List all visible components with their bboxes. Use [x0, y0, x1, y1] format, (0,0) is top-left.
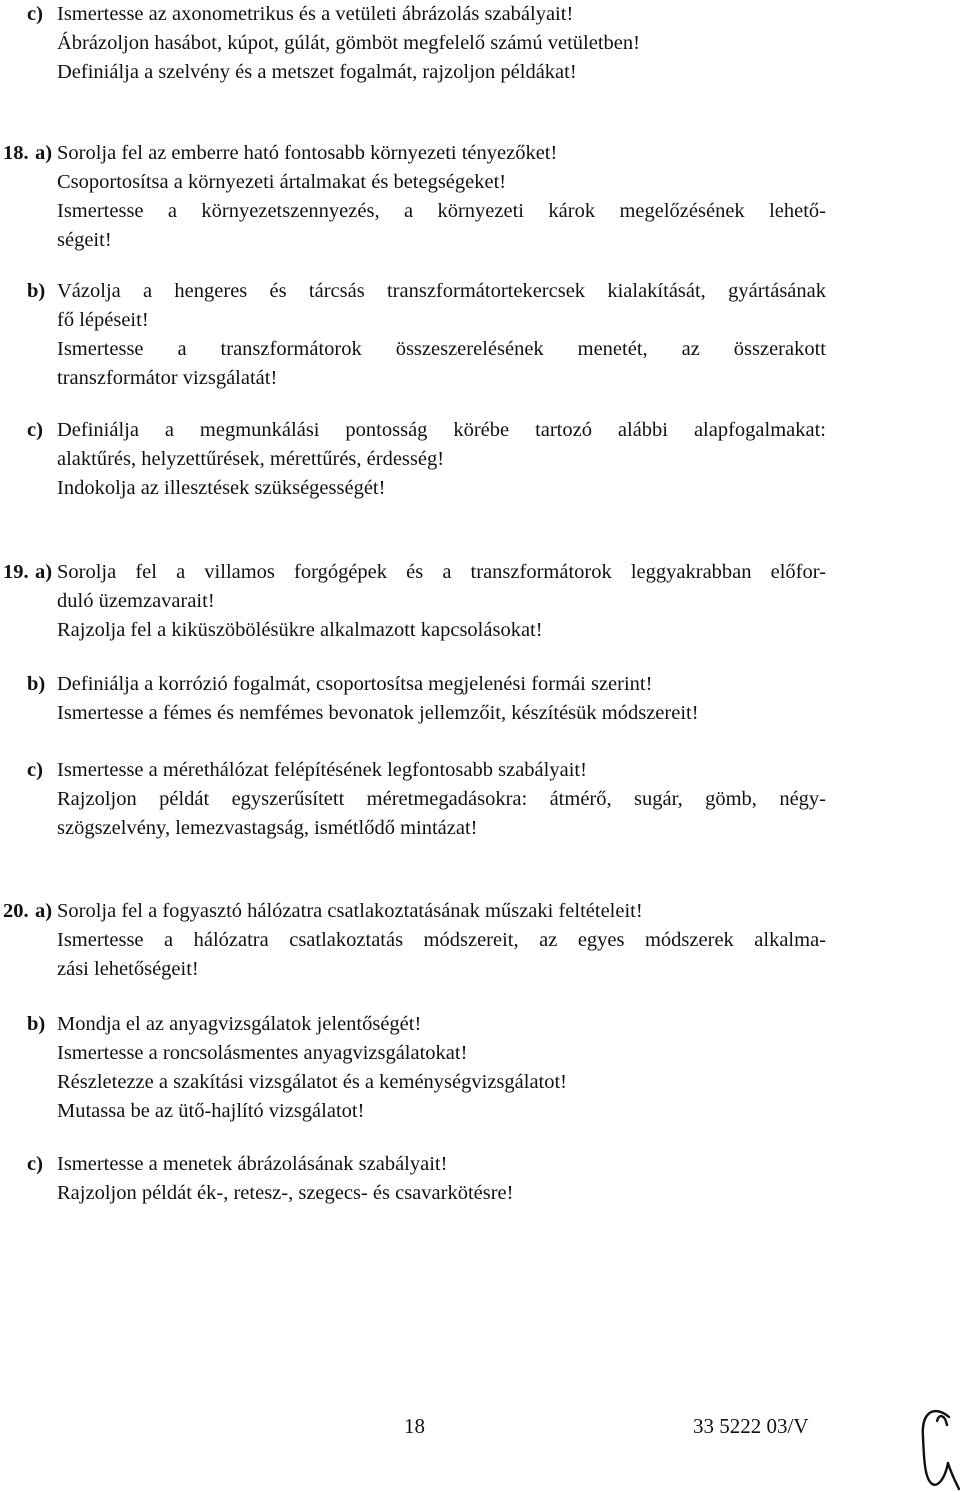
question-text-line: Sorolja fel az emberre ható fontosabb környezeti tényezőket!	[57, 142, 558, 164]
subquestion-label: c)	[27, 759, 43, 781]
question-text-line: Mutassa be az ütő-hajlító vizsgálatot!	[57, 1100, 365, 1122]
subquestion-label: b)	[27, 673, 46, 695]
handwritten-signature	[915, 1403, 960, 1492]
question-text-line: alaktűrés, helyzettűrések, mérettűrés, érdesség!	[57, 448, 445, 470]
question-text-line: Ismertesse a roncsolásmentes anyagvizsgálatokat!	[57, 1042, 468, 1064]
question-text-line: duló üzemzavarait!	[57, 590, 215, 612]
question-text-line: Ábrázoljon hasábot, kúpot, gúlát, gömböt megfelelő számú vetületben!	[57, 32, 640, 54]
subquestion-label: a)	[35, 900, 53, 922]
question-text-line: Ismertesse a menetek ábrázolásának szabályait!	[57, 1153, 448, 1175]
question-text-line: Sorolja fel a villamos forgógépek és a transzformátorok leggyakrabban előfor-	[57, 561, 826, 583]
question-text-line: zási lehetőségeit!	[57, 958, 199, 980]
page-number: 18	[404, 1414, 425, 1438]
subquestion-label: c)	[27, 3, 43, 25]
subquestion-label: a)	[35, 561, 53, 583]
question-text-line: Ismertesse a hálózatra csatlakoztatás módszereit, az egyes módszerek alkalma-	[57, 929, 826, 951]
question-number: 18.	[3, 142, 29, 164]
question-text-line: Indokolja az illesztések szükségességét!	[57, 477, 386, 499]
question-text-line: Ismertesse a transzformátorok összeszerelésének menetét, az összerakott	[57, 338, 826, 360]
question-text-line: Definiálja a szelvény és a metszet fogalmát, rajzoljon példákat!	[57, 61, 577, 83]
question-text-line: Ismertesse az axonometrikus és a vetületi ábrázolás szabályait!	[57, 3, 574, 25]
document-code: 33 5222 03/V	[693, 1414, 809, 1438]
subquestion-label: a)	[35, 142, 53, 164]
question-text-line: transzformátor vizsgálatát!	[57, 367, 278, 389]
question-text-line: Vázolja a hengeres és tárcsás transzformátortekercsek kialakítását, gyártásának	[57, 280, 826, 302]
question-text-line: Definiálja a megmunkálási pontosság körébe tartozó alábbi alapfogalmakat:	[57, 419, 826, 441]
question-text-line: Rajzoljon példát egyszerűsített méretmegadásokra: átmérő, sugár, gömb, négy-	[57, 788, 826, 810]
question-text-line: Rajzolja fel a kiküszöbölésükre alkalmazott kapcsolásokat!	[57, 619, 543, 641]
question-text-line: Csoportosítsa a környezeti ártalmakat és betegségeket!	[57, 171, 507, 193]
question-text-line: Sorolja fel a fogyasztó hálózatra csatlakoztatásának műszaki feltételeit!	[57, 900, 643, 922]
question-text-line: szögszelvény, lemezvastagság, ismétlődő mintázat!	[57, 817, 478, 839]
question-text-line: Ismertesse a mérethálózat felépítésének legfontosabb szabályait!	[57, 759, 587, 781]
subquestion-label: c)	[27, 1153, 43, 1175]
subquestion-label: c)	[27, 419, 43, 441]
question-text-line: Ismertesse a környezetszennyezés, a környezeti károk megelőzésének lehető-	[57, 200, 826, 222]
question-text-line: Ismertesse a fémes és nemfémes bevonatok jellemzőit, készítésük módszereit!	[57, 702, 699, 724]
question-text-line: Részletezze a szakítási vizsgálatot és a keménységvizsgálatot!	[57, 1071, 568, 1093]
question-text-line: Rajzoljon példát ék-, retesz-, szegecs- és csavarkötésre!	[57, 1182, 514, 1204]
subquestion-label: b)	[27, 1013, 46, 1035]
question-text-line: Mondja el az anyagvizsgálatok jelentőségét!	[57, 1013, 422, 1035]
question-text-line: fő lépéseit!	[57, 309, 149, 331]
question-text-line: ségeit!	[57, 229, 112, 251]
question-number: 19.	[3, 561, 29, 583]
question-text-line: Definiálja a korrózió fogalmát, csoportosítsa megjelenési formái szerint!	[57, 673, 653, 695]
question-number: 20.	[3, 900, 29, 922]
subquestion-label: b)	[27, 280, 46, 302]
